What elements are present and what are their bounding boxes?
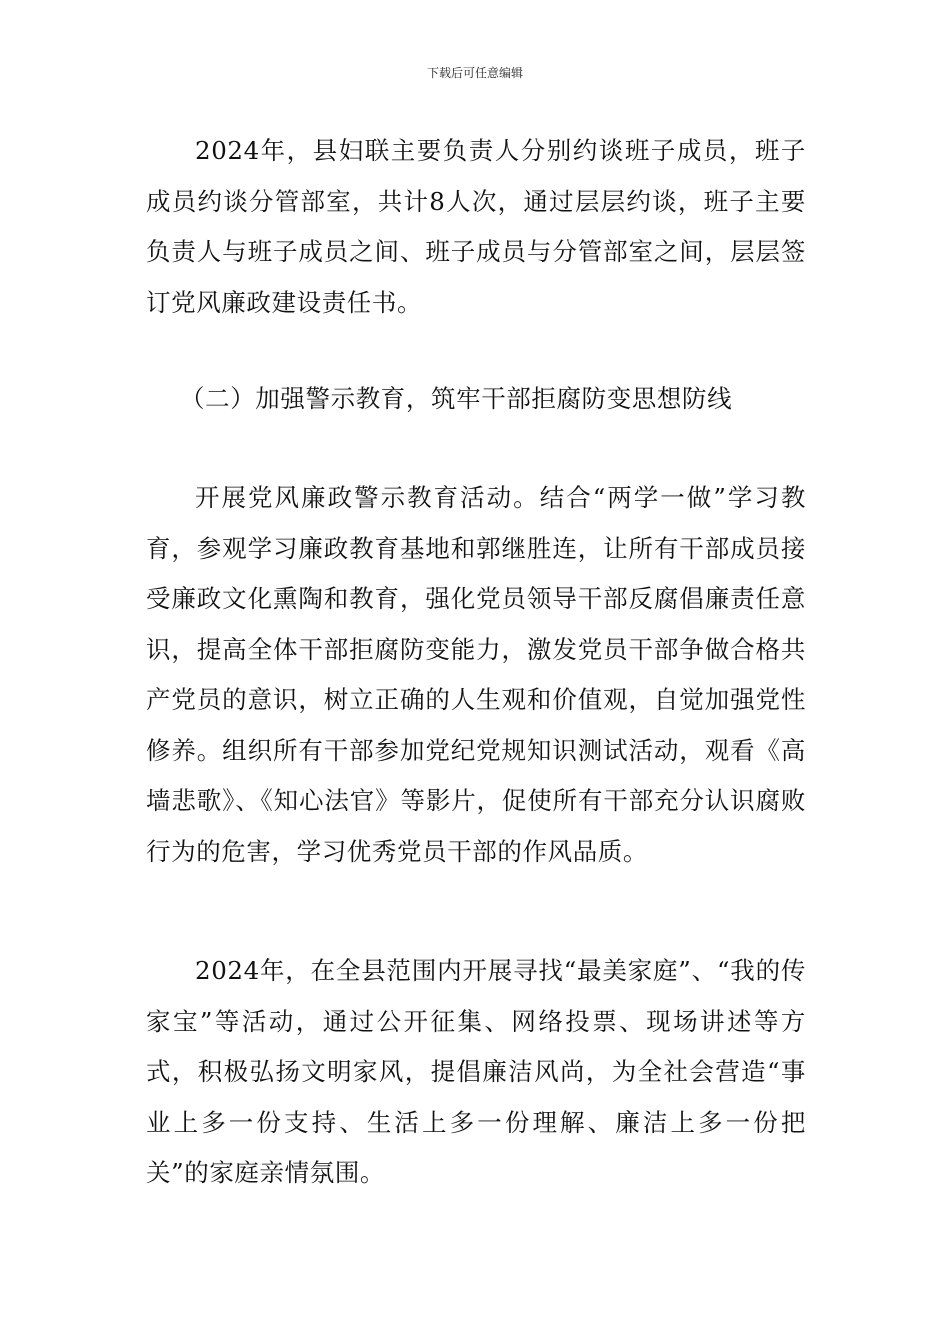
page-header-note: 下载后可任意编辑: [426, 66, 523, 80]
section-heading: （二）加强警示教育，筑牢干部拒腐防变思想防线: [180, 384, 733, 413]
paragraph-family-activities: 2024年，在全县范围内开展寻找“最美家庭”、“我的传家宝”等活动，通过公开征集、网络投票、现场讲述等方式，积极弘扬文明家风，提倡廉洁风尚，为全社会营造“事业上多一份支持、生活上多一份理解、廉洁上多一份把关”的家庭亲情氛围。: [146, 956, 806, 1187]
paragraph-responsibility-talks: 2024年，县妇联主要负责人分别约谈班子成员，班子成员约谈分管部室，共计8人次，通过层层约谈，班子主要负责人与班子成员之间、班子成员与分管部室之间，层层签订党风廉政建设责任书。: [146, 136, 806, 317]
paragraph-warning-education: 开展党风廉政警示教育活动。结合“两学一做”学习教育，参观学习廉政教育基地和郭继胜连，让所有干部成员接受廉政文化熏陶和教育，强化党员领导干部反腐倡廉责任意识，提高全体干部拒腐防变能力，激发党员干部争做合格共产党员的意识，树立正确的人生观和价值观，自觉加强党性修养。组织所有干部参加党纪党规知识测试活动，观看《高墙悲歌》、《知心法官》等影片，促使所有干部充分认识腐败行为的危害，学习优秀党员干部的作风品质。: [146, 483, 806, 866]
